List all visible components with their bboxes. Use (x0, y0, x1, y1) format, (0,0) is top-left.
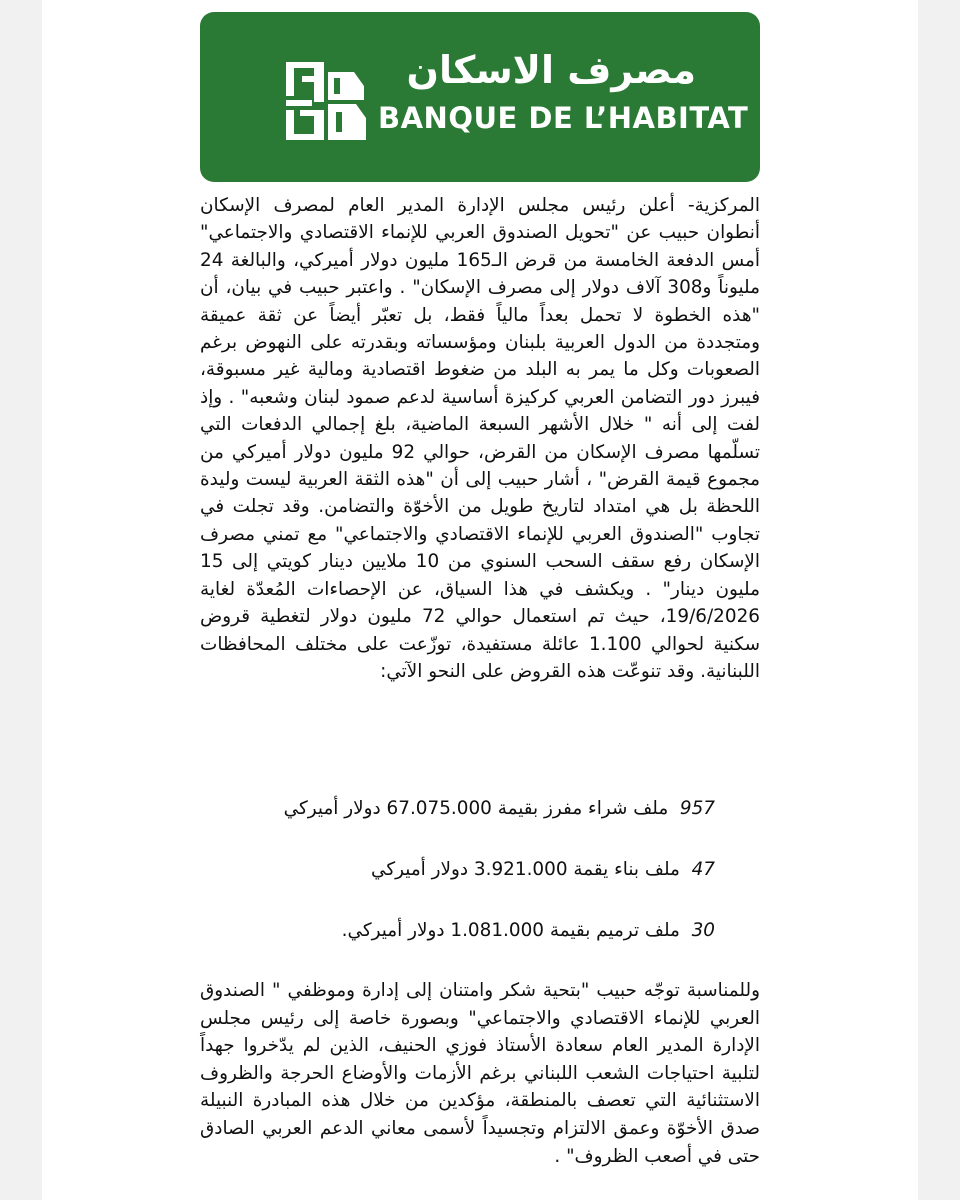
closing-section (200, 977, 760, 1170)
loan-breakdown-list (200, 795, 715, 978)
list-item (200, 795, 715, 823)
loan-file-description: ملف شراء مفرز بقيمة 67.075.000 دولار أميركي (283, 798, 669, 819)
closing-paragraph: وللمناسبة توجّه حبيب "بتحية شكر وامتنان إلى إدارة وموظفي " الصندوق العربي للإنماء الاقتصادي والاجتماعي" وبصورة خاصة إلى رئيس مجلس الإدارة المدير العام سعادة الأستاذ فوزي الحنيف، الذين لم يدّخروا جهداً لتلبية احتياجات الشعب اللبناني برغم الأزمات والأوضاع الحرجة والظروف الاستثنائية التي تعصف بالمنطقة، مؤكدين من خلال هذه المبادرة النبيلة صدق الأخوّة وعمق الالتزام وتجسيداً لأسمى معاني الدعم العربي الصادق حتى في أصعب الظروف" . (200, 980, 760, 1167)
loan-file-description: ملف بناء يقمة 3.921.000 دولار أميركي (371, 859, 680, 880)
article-paragraph: المركزية- أعلن رئيس مجلس الإدارة المدير العام لمصرف الإسكان أنطوان حبيب عن "تحويل الصندوق العربي للإنماء الاقتصادي والاجتماعي" أمس الدفعة الخامسة من قرض الـ165 مليون دولار أميركي، والبالغة 24 مليوناً و308 آلاف دولار إلى مصرف الإسكان" . واعتبر حبيب في بيان، أن "هذه الخطوة لا تحمل بعداً مالياً فقط، بل تعبّر أيضاً عن ثقة عميقة ومتجددة من الدول العربية بلبنان ومؤسساته وبقدرته على النهوض برغم الصعوبات وكل ما يمر به البلد من ضغوط اقتصادية ومالية غير مسبوقة، فيبرز دور التضامن العربي كركيزة أساسية لدعم صمود لبنان وشعبه" . وإذ لفت إلى أنه " خلال الأشهر السبعة الماضية، بلغ إجمالي الدفعات التي تسلّمها مصرف الإسكان من القرض، حوالي 92 مليون دولار أميركي من مجموع قيمة القرض" ، أشار حبيب إلى أن "هذه الثقة العربية ليست وليدة اللحظة بل هي امتداد لتاريخ طويل من الأخوّة والتضامن. وقد تجلت في تجاوب "الصندوق العربي للإنماء الاقتصادي والاجتماعي" مع تمني مصرف الإسكان رفع سقف السحب السنوي من 10 ملايين دينار كويتي إلى 15 مليون دينار" . ويكشف في هذا السياق، عن الإحصاءات المُعدّة لغاية 19/6/2026، حيث تم استعمال حوالي 72 مليون دولار لتغطية قروض سكنية لحوالي 1.100 عائلة مستفيدة، توزّعت على مختلف المحافظات اللبنانية. وقد تنوعّت هذه القروض على النحو الآتي: (200, 195, 760, 682)
loan-file-description: ملف ترميم بقيمة 1.081.000 دولار أميركي. (341, 920, 680, 941)
loan-file-count: 30 (691, 920, 715, 941)
loan-file-count: 47 (691, 859, 715, 880)
list-item (200, 917, 715, 945)
bank-name-french: BANQUE DE L’HABITAT (378, 101, 749, 135)
list-item (200, 856, 715, 884)
bank-banner (200, 12, 760, 182)
loan-file-count: 957 (679, 798, 715, 819)
bank-name-arabic: مصرف الاسكان (406, 48, 696, 92)
bank-logo-mark-icon (284, 60, 370, 142)
article-body (200, 192, 760, 685)
